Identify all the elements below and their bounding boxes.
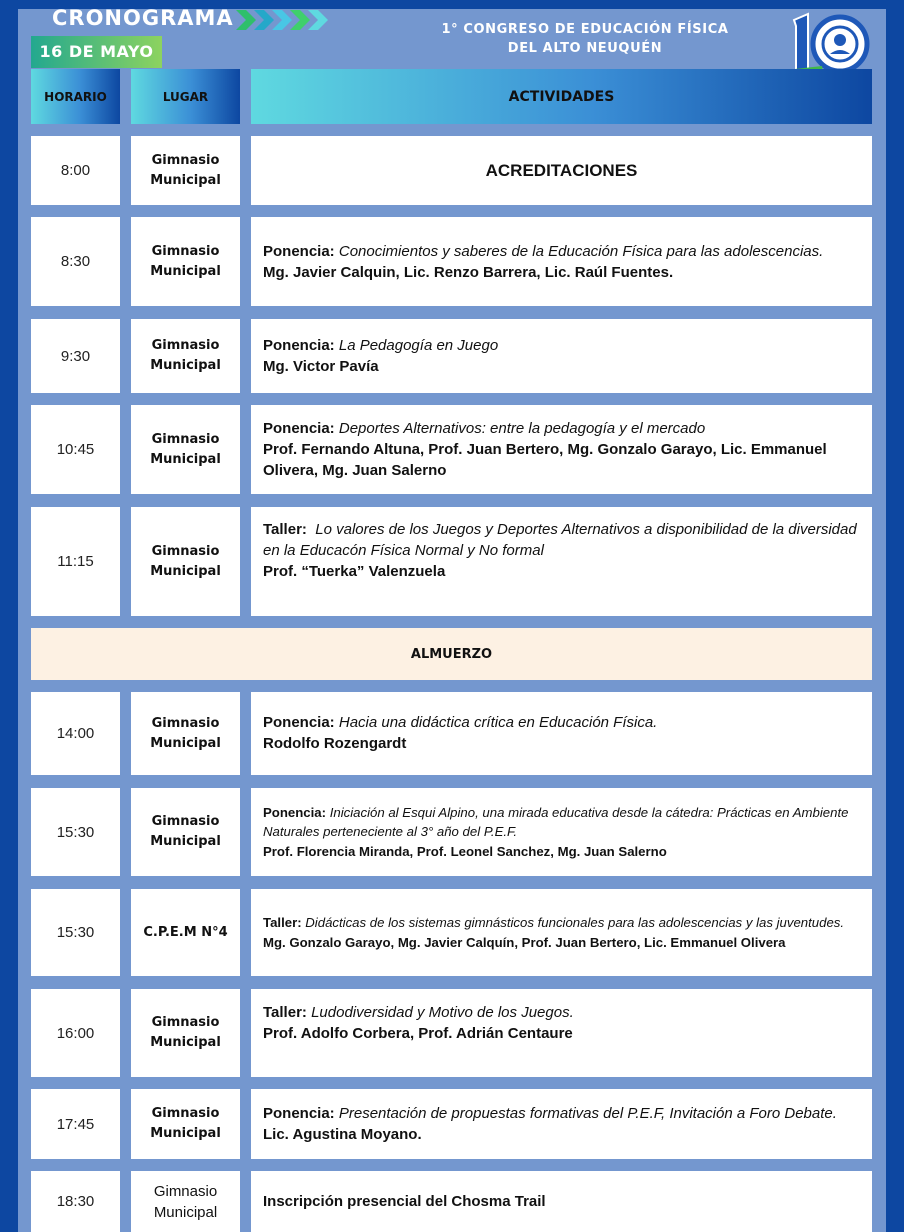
date-badge: 16 DE MAYO (31, 36, 162, 68)
time-cell: 10:45 (31, 405, 120, 494)
place-cell (131, 889, 240, 976)
activity-cell (251, 507, 872, 616)
activity-topic: Hacia una didáctica crítica en Educación Física. (338, 714, 658, 731)
place-line1: Gimnasio (151, 152, 220, 168)
activity-speakers: Lic. Agustina Moyano. (263, 1126, 422, 1143)
activity-kind: Taller: (263, 915, 302, 930)
place-line2: Municipal (150, 451, 221, 467)
activity-kind: Ponencia: (263, 420, 335, 437)
time-cell: 14:00 (31, 692, 120, 775)
time-cell: 16:00 (31, 989, 120, 1077)
activity-cell (251, 1089, 872, 1159)
time-cell: 11:15 (31, 507, 120, 616)
place-line2: Municipal (150, 735, 221, 751)
activity-topic: Conocimientos y saberes de la Educación Física para las adolescencias. (338, 242, 824, 260)
activity-cell (251, 319, 872, 393)
place-cell (131, 217, 240, 306)
place-line1: Gimnasio (151, 431, 220, 447)
activity-speakers: Rodolfo Rozengardt (263, 735, 407, 752)
column-header-place: LUGAR (131, 69, 240, 124)
column-header-activities: ACTIVIDADES (251, 69, 872, 124)
activity-cell (251, 136, 872, 205)
lunch-break-banner: ALMUERZO (31, 628, 872, 680)
time-cell: 18:30 (31, 1171, 120, 1232)
activity-title: ACREDITACIONES (485, 161, 638, 180)
activity-speakers: Mg. Javier Calquin, Lic. Renzo Barrera, Lic. Raúl Fuentes. (263, 263, 674, 281)
activity-kind: Ponencia: (263, 804, 327, 820)
place-cell (131, 989, 240, 1077)
activity-kind: Ponencia: (263, 242, 335, 260)
place-line2: Municipal (150, 834, 221, 849)
activity-kind: Ponencia: (263, 1105, 335, 1122)
congress-title (420, 20, 750, 58)
place-line1: Gimnasio (151, 814, 220, 829)
activity-speakers: Prof. Fernando Altuna, Prof. Juan Bertero, Mg. Gonzalo Garayo, Lic. Emmanuel Olivera, Mg. Juan Salerno (263, 441, 827, 479)
place-line1: C.P.E.M N°4 (143, 924, 228, 940)
place-line2: Municipal (150, 263, 221, 279)
place-line1: Gimnasio (151, 338, 220, 353)
congress-title-line2: DEL ALTO NEUQUÉN (507, 41, 663, 56)
time-cell: 8:00 (31, 136, 120, 205)
place-line1: Gimnasio (151, 715, 220, 731)
place-line1: Gimnasio (151, 1015, 220, 1030)
time-cell: 8:30 (31, 217, 120, 306)
place-line2: Municipal (150, 1035, 221, 1050)
activity-topic: Deportes Alternativos: entre la pedagogía y el mercado (338, 420, 706, 437)
activity-topic: La Pedagogía en Juego (338, 337, 499, 354)
place-cell (131, 405, 240, 494)
activity-topic: Didácticas de los sistemas gimnásticos funcionales para las adolescencias y las juventudes. (305, 915, 845, 930)
place-line2: Municipal (150, 172, 221, 188)
activity-cell (251, 405, 872, 494)
activity-kind: Ponencia: (263, 337, 335, 354)
activity-cell (251, 889, 872, 976)
place-cell (131, 788, 240, 876)
place-cell (131, 1089, 240, 1159)
place-line1: Gimnasio (151, 1106, 220, 1121)
activity-cell (251, 788, 872, 876)
activity-topic: Lo valores de los Juegos y Deportes Alternativos a disponibilidad de la diversidad en la Educacón Física Normal y No formal (263, 521, 857, 559)
activity-kind: Ponencia: (263, 714, 335, 731)
activity-cell (251, 989, 872, 1077)
activity-speakers: Mg. Gonzalo Garayo, Mg. Javier Calquín, Prof. Juan Bertero, Lic. Emmanuel Olivera (263, 934, 786, 950)
activity-cell (251, 1171, 872, 1232)
activity-speakers: Prof. Adolfo Corbera, Prof. Adrián Centaure (263, 1025, 573, 1042)
activity-kind: Taller: (263, 1004, 307, 1021)
page-title: CRONOGRAMA (52, 6, 234, 30)
activity-title: Inscripción presencial del Chosma Trail (263, 1193, 546, 1210)
place-cell (131, 319, 240, 393)
activity-speakers: Mg. Victor Pavía (263, 358, 379, 375)
place-line1: Gimnasio (151, 543, 220, 559)
congress-title-line1: 1° CONGRESO DE EDUCACIÓN FÍSICA (441, 22, 729, 37)
activity-cell (251, 217, 872, 306)
time-cell: 15:30 (31, 788, 120, 876)
activity-topic: Presentación de propuestas formativas del P.E.F, Invitación a Foro Debate. (338, 1105, 837, 1122)
place-cell (131, 507, 240, 616)
activity-topic: Iniciación al Esqui Alpino, una mirada educativa desde la cátedra: Prácticas en Ambiente Naturales perteneciente al 3° año del P.E.F. (263, 804, 849, 840)
place-line2: Municipal (153, 1203, 218, 1221)
time-cell: 9:30 (31, 319, 120, 393)
place-cell (131, 1171, 240, 1232)
activity-cell (251, 692, 872, 775)
place-line1: Gimnasio (151, 243, 220, 259)
place-line2: Municipal (150, 563, 221, 579)
time-cell: 17:45 (31, 1089, 120, 1159)
place-line1: Gimnasio (153, 1182, 218, 1200)
column-header-time: HORARIO (31, 69, 120, 124)
place-cell (131, 136, 240, 205)
place-cell (131, 692, 240, 775)
place-line2: Municipal (150, 358, 221, 373)
activity-topic: Ludodiversidad y Motivo de los Juegos. (311, 1004, 574, 1021)
place-line2: Municipal (150, 1126, 221, 1141)
activity-kind: Taller: (263, 521, 307, 538)
activity-speakers: Prof. Florencia Miranda, Prof. Leonel Sanchez, Mg. Juan Salerno (263, 843, 667, 859)
chevron-arrows-icon (236, 10, 346, 30)
time-cell: 15:30 (31, 889, 120, 976)
activity-speakers: Prof. “Tuerka” Valenzuela (263, 563, 446, 580)
